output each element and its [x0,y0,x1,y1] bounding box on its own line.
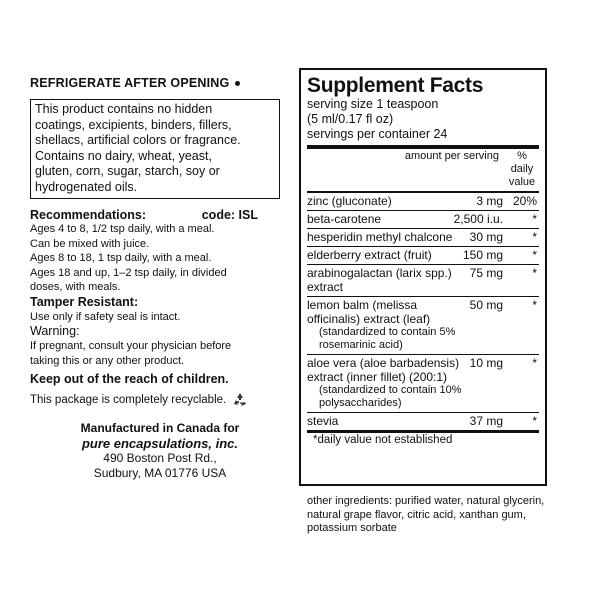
recyclable-text: This package is completely recyclable. [30,394,227,406]
nutrient-name: beta-carotene [307,212,382,226]
recommendation-line: Ages 4 to 8, 1/2 tsp daily, with a meal. [30,223,215,235]
recycle-icon [232,392,248,408]
recommendation-line: Can be mixed with juice. [30,237,150,250]
nutrient-name: aloe vera (aloe barbadensis) extract (inner fillet) (200:1) [307,356,460,384]
nutrient-row [307,229,539,247]
nutrient-daily-value: * [532,266,537,280]
warning-line: taking this or any other product. [30,354,185,367]
nutrient-row [307,211,539,229]
nutrient-standardization: (standardized to contain 10% polysaccharides) [319,384,462,409]
nutrient-amount: 30 mg [469,230,503,244]
panel-title: Supplement Facts [307,74,484,97]
nutrient-amount: 150 mg [462,248,503,262]
box-line: shellacs, artificial colors or fragrance. [35,133,241,147]
recommendations-header [30,208,280,222]
warning-line: If pregnant, consult your physician before [30,340,232,352]
warning-label: Warning: [30,324,80,338]
nutrient-row [307,355,539,413]
box-line: gluten, corn, sugar, starch, soy or [35,164,220,178]
manufacturer-block [30,421,280,481]
nutrient-amount: 3 mg [476,194,503,208]
brand-name: pure encapsulations, inc. [81,436,239,451]
nutrient-daily-value: * [532,298,537,312]
refrigerate-notice: REFRIGERATE AFTER OPENING [30,76,280,90]
address-line-1: 490 Boston Post Rd., [103,451,217,465]
nutrient-daily-value: * [532,248,537,262]
nutrient-daily-value: * [532,414,537,428]
daily-value-column-header: % daily value [508,150,536,188]
bullet-dot-icon [235,81,240,86]
tamper-label: Tamper Resistant: [30,294,139,309]
nutrient-row [307,193,539,211]
column-headers [307,149,539,189]
recommendation-line: Ages 8 to 18, 1 tsp daily, with a meal. [30,252,212,264]
nutrient-standardization: (standardized to contain 5% rosemarinic acid) [319,326,456,351]
nutrient-name: zinc (gluconate) [307,194,392,208]
nutrient-name: hesperidin methyl chalcone [307,230,453,244]
nutrient-rows [307,193,539,433]
nutrient-row [307,265,539,297]
box-line: coatings, excipients, binders, fillers, [35,117,232,132]
nutrient-daily-value: * [532,212,537,226]
servings-per-container: servings per container 24 [307,127,448,141]
nutrient-row [307,247,539,265]
tamper-text: Use only if safety seal is intact. [30,310,181,323]
nutrient-name: stevia [307,414,339,428]
recommendations-label: Recommendations: [30,208,146,222]
nutrient-amount: 50 mg [469,298,503,312]
serving-size-line-1: serving size 1 teaspoon [307,97,439,111]
nutrient-row [307,413,539,433]
nutrient-amount: 2,500 i.u. [453,212,503,226]
nutrient-daily-value: * [532,230,537,244]
recyclable-notice [30,392,280,408]
warning-text [30,339,280,368]
nutrient-daily-value: * [532,356,537,370]
nutrient-name: arabinogalactan (larix spp.) extract [307,266,452,294]
recommendations-text [30,222,280,295]
box-line: Contains no dairy, wheat, yeast, [35,148,212,163]
daily-value-footnote: *daily value not established [313,434,453,446]
keep-out-of-reach: Keep out of the reach of children. [30,372,229,386]
nutrient-name: elderberry extract (fruit) [307,248,432,262]
manufactured-label: Manufactured in Canada for [80,421,240,435]
product-code: code: ISL [201,208,258,222]
other-ingredients: other ingredients: purified water, natural glycerin, natural grape flavor, citric acid, xanthan gum, potassium sorbate [307,495,545,534]
nutrient-row [307,297,539,355]
box-line: This product contains no hidden [35,102,213,116]
left-column [30,76,280,481]
address-line-2: Sudbury, MA 01776 USA [93,466,227,480]
nutrient-name: lemon balm (melissa officinalis) extract (leaf) [307,298,431,326]
amount-column-header: amount per serving [404,150,499,162]
nutrient-amount: 37 mg [469,414,503,428]
nutrient-amount: 75 mg [469,266,503,280]
recommendation-line: Ages 18 and up, 1–2 tsp daily, in divided [30,266,227,279]
supplement-facts-panel [299,68,547,486]
nutrient-amount: 10 mg [469,356,503,370]
recommendation-line: doses, with meals. [30,281,121,293]
purity-statement-box [30,99,280,199]
serving-size-line-2: (5 ml/0.17 fl oz) [307,112,394,126]
nutrient-daily-value: 20% [512,194,537,208]
box-line: hydrogenated oils. [35,179,138,194]
